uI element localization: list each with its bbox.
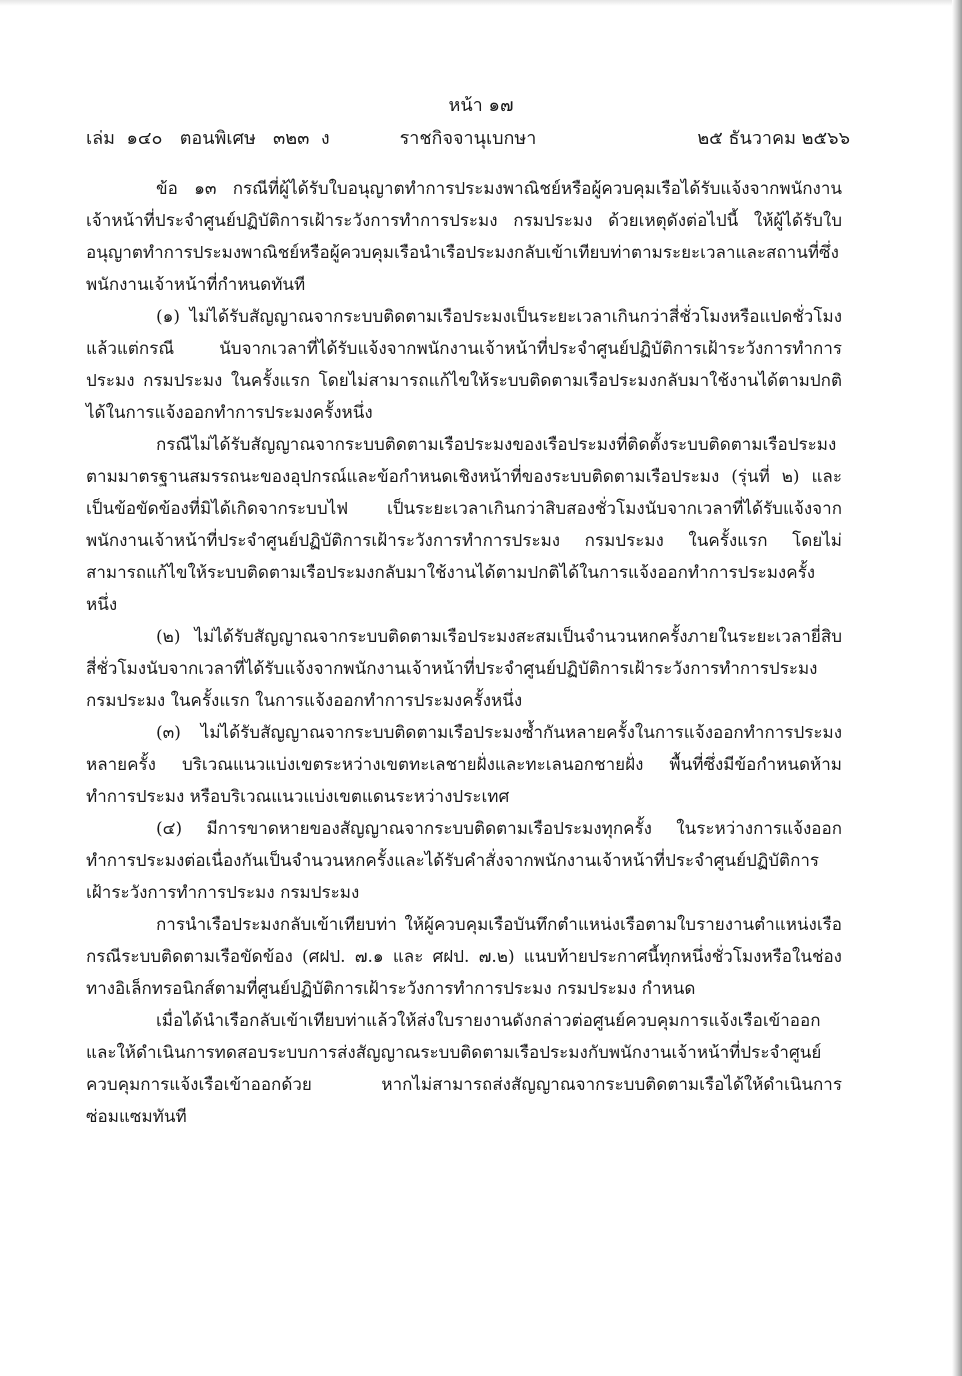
page-number: หน้า ๑๗ — [448, 95, 514, 116]
gazette-header — [86, 126, 850, 152]
paragraph-item-3: (๓) ไม่ได้รับสัญญาณจากระบบติดตามเรือประมงซ้ำกันหลายครั้งในการแจ้งออกทำการประมงหลายครั้ง บริเวณแนวแบ่งเขตระหว่างเขตทะเลชายฝั่งและทะเลนอกชายฝั่ง พื้นที่ซึ่งมีข้อกำหนดห้ามทำการประมง หรือบริเวณแนวแบ่งเขตแดนระหว่างประเทศ — [86, 723, 842, 807]
paragraph-item-2: (๒) ไม่ได้รับสัญญาณจากระบบติดตามเรือประมงสะสมเป็นจำนวนหกครั้งภายในระยะเวลายี่สิบสี่ชั่วโมงนับจากเวลาที่ได้รับแจ้งจากพนักงานเจ้าหน้าที่ประจำศูนย์ปฏิบัติการเฝ้าระวังการทำการประมง กรมประมง ในครั้งแรก ในการแจ้งออกทำการประมงครั้งหนึ่ง — [86, 627, 842, 711]
scan-right-edge-shadow — [952, 0, 962, 1376]
paragraph-return-to-port: การนำเรือประมงกลับเข้าเทียบท่า ให้ผู้ควบคุมเรือบันทึกตำแหน่งเรือตามใบรายงานตำแหน่งเรือกรณีระบบติดตามเรือขัดข้อง (ศฝป. ๗.๑ และ ศฝป. ๗.๒) แนบท้ายประกาศนี้ทุกหนึ่งชั่วโมงหรือในช่องทางอิเล็กทรอนิกส์ตามที่ศูนย์ปฏิบัติการเฝ้าระวังการทำการประมง กรมประมง กำหนด — [86, 915, 842, 999]
paragraph-after-docking: เมื่อได้นำเรือกลับเข้าเทียบท่าแล้วให้ส่งใบรายงานดังกล่าวต่อศูนย์ควบคุมการแจ้งเรือเข้าออกและให้ดำเนินการทดสอบระบบการส่งสัญญาณระบบติดตามเรือประมงกับพนักงานเจ้าหน้าที่ประจำศูนย์ควบคุมการแจ้งเรือเข้าออกด้วย หากไม่สามารถส่งสัญญาณจากระบบติดตามเรือได้ให้ดำเนินการซ่อมแซมทันที — [86, 1011, 842, 1127]
paragraph-item-1: (๑) ไม่ได้รับสัญญาณจากระบบติดตามเรือประมงเป็นระยะเวลาเกินกว่าสี่ชั่วโมงหรือแปดชั่วโมงแล้วแต่กรณี นับจากเวลาที่ได้รับแจ้งจากพนักงานเจ้าหน้าที่ประจำศูนย์ปฏิบัติการเฝ้าระวังการทำการประมง กรมประมง ในครั้งแรก โดยไม่สามารถแก้ไขให้ระบบติดตามเรือประมงกลับมาใช้งานได้ตามปกติได้ในการแจ้งออกทำการประมงครั้งหนึ่ง — [86, 307, 842, 423]
paragraph-item-1-exception: กรณีไม่ได้รับสัญญาณจากระบบติดตามเรือประมงของเรือประมงที่ติดตั้งระบบติดตามเรือประมงตามมาตรฐานสมรรถนะของอุปกรณ์และข้อกำหนดเชิงหน้าที่ของระบบติดตามเรือประมง (รุ่นที่ ๒) และเป็นข้อขัดข้องที่มิได้เกิดจากระบบไฟ เป็นระยะเวลาเกินกว่าสิบสองชั่วโมงนับจากเวลาที่ได้รับแจ้งจากพนักงานเจ้าหน้าที่ประจำศูนย์ปฏิบัติการเฝ้าระวังการทำการประมง กรมประมง ในครั้งแรก โดยไม่สามารถแก้ไขให้ระบบติดตามเรือประมงกลับมาใช้งานได้ตามปกติได้ในการแจ้งออกทำการประมงครั้งหนึ่ง — [86, 435, 842, 615]
paragraph-clause-13: ข้อ ๑๓ กรณีที่ผู้ได้รับใบอนุญาตทำการประมงพาณิชย์หรือผู้ควบคุมเรือได้รับแจ้งจากพนักงานเจ้าหน้าที่ประจำศูนย์ปฏิบัติการเฝ้าระวังการทำการประมง กรมประมง ด้วยเหตุดังต่อไปนี้ ให้ผู้ได้รับใบอนุญาตทำการประมงพาณิชย์หรือผู้ควบคุมเรือนำเรือประมงกลับเข้าเทียบท่าตามระยะเวลาและสถานที่ซึ่งพนักงานเจ้าหน้าที่กำหนดทันที — [86, 179, 842, 295]
publication-date: ๒๕ ธันวาคม ๒๕๖๖ — [697, 128, 850, 149]
scan-top-edge — [0, 0, 962, 6]
paragraph-item-4: (๔) มีการขาดหายของสัญญาณจากระบบติดตามเรือประมงทุกครั้ง ในระหว่างการแจ้งออกทำการประมงต่อเนื่องกันเป็นจำนวนหกครั้งและได้รับคำสั่งจากพนักงานเจ้าหน้าที่ประจำศูนย์ปฏิบัติการเฝ้าระวังการทำการประมง กรมประมง — [86, 819, 842, 903]
document-body — [86, 173, 842, 1133]
volume-issue: เล่ม ๑๔๐ ตอนพิเศษ ๓๒๓ ง — [86, 128, 330, 149]
gazette-title: ราชกิจจานุเบกษา — [399, 128, 537, 149]
